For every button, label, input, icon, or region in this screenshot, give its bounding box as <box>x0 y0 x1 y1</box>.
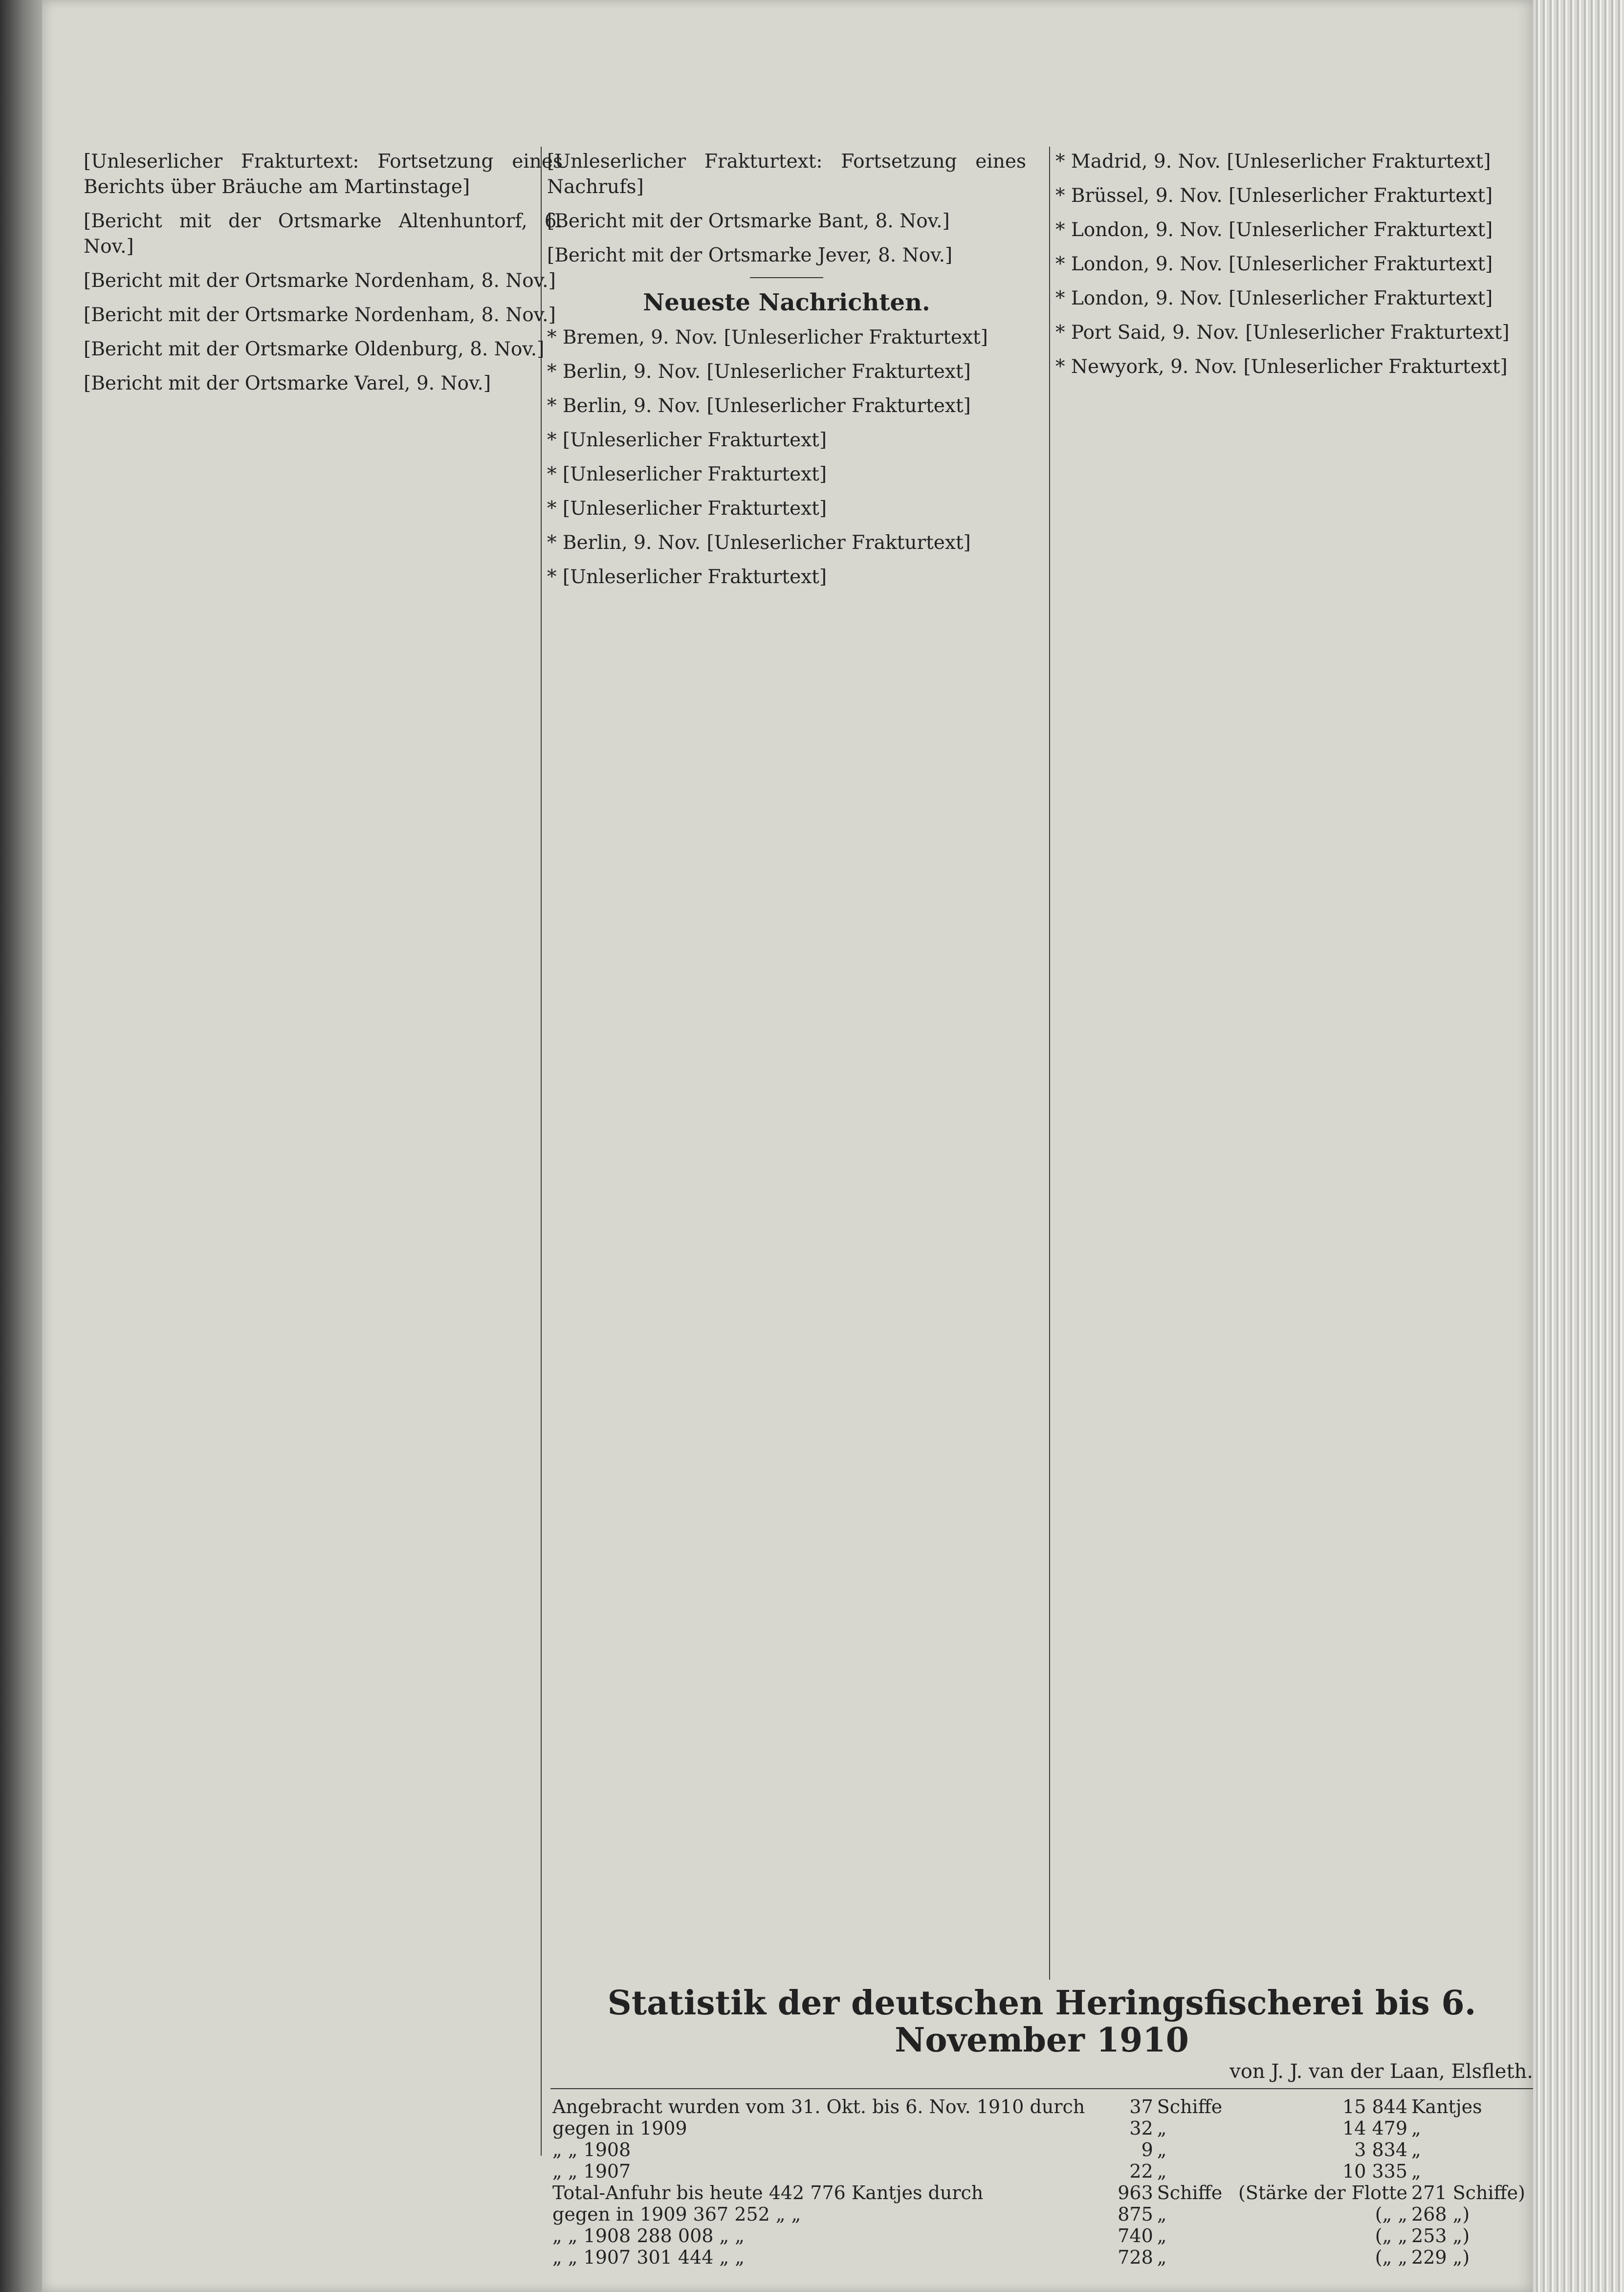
statistics-row <box>550 2096 1533 2117</box>
statistics-cell: 740 <box>1118 2225 1153 2247</box>
statistics-cell: „ <box>1157 2204 1167 2225</box>
statistics-cell: 253 „) <box>1411 2225 1470 2247</box>
news-item: * Newyork, 9. Nov. [Unleserlicher Frakturtext] <box>1055 356 1508 378</box>
statistics-cell: „ <box>1411 2161 1421 2182</box>
article-paragraph: [Bericht mit der Ortsmarke Altenhuntorf, 6. Nov.] <box>84 210 563 258</box>
news-item: * Brüssel, 9. Nov. [Unleserlicher Frakturtext] <box>1055 185 1493 207</box>
statistics-title: Statistik der deutschen Heringsfischerei bis 6. November 1910 <box>607 1984 1476 2060</box>
news-item: * Madrid, 9. Nov. [Unleserlicher Frakturtext] <box>1055 151 1491 173</box>
statistics-cell: 37 <box>1129 2096 1153 2117</box>
news-item: * London, 9. Nov. [Unleserlicher Frakturtext] <box>1055 287 1493 309</box>
statistics-cell: („ „ <box>1375 2225 1408 2247</box>
statistics-cell: (Stärke der Flotte <box>1238 2182 1408 2204</box>
article-paragraph: [Unleserlicher Frakturtext: Fortsetzung eines Nachrufs] <box>547 151 1026 198</box>
section-separator <box>750 277 823 278</box>
statistics-cell: 10 335 <box>1342 2161 1408 2182</box>
statistics-cell: Angebracht wurden vom 31. Okt. bis 6. Nov. 1910 durch <box>552 2096 1085 2117</box>
statistics-row <box>550 2247 1533 2268</box>
article-paragraph: [Bericht mit der Ortsmarke Bant, 8. Nov.] <box>547 210 950 232</box>
newspaper-page <box>42 0 1533 2292</box>
statistics-table <box>550 2096 1533 2268</box>
statistics-cell: „ „ 1908 288 008 „ „ <box>552 2225 745 2247</box>
news-item: * Berlin, 9. Nov. [Unleserlicher Frakturtext] <box>547 532 971 554</box>
statistics-row <box>550 2225 1533 2247</box>
column-3 <box>1055 149 1535 2068</box>
statistics-cell: „ <box>1157 2225 1167 2247</box>
news-item: * [Unleserlicher Frakturtext] <box>547 429 827 451</box>
adjacent-page-strip <box>0 0 42 2292</box>
column-rule-2 <box>1049 147 1050 1980</box>
statistics-cell: „ <box>1157 2161 1167 2182</box>
statistics-cell: 14 479 <box>1342 2117 1408 2139</box>
article-paragraph: [Bericht mit der Ortsmarke Oldenburg, 8. Nov.] <box>84 338 545 360</box>
news-item: * [Unleserlicher Frakturtext] <box>547 463 827 485</box>
article-paragraph: [Bericht mit der Ortsmarke Nordenham, 8. Nov.] <box>84 270 556 292</box>
news-item: * Port Said, 9. Nov. [Unleserlicher Frakturtext] <box>1055 322 1510 344</box>
statistics-subtitle: von J. J. van der Laan, Elsfleth. <box>1229 2060 1533 2083</box>
statistics-cell: Schiffe <box>1157 2182 1223 2204</box>
section-headline: Neueste Nachrichten. <box>643 289 930 316</box>
statistics-row <box>550 2139 1533 2161</box>
statistics-row <box>550 2117 1533 2139</box>
statistics-cell: 963 <box>1118 2182 1153 2204</box>
news-item: * [Unleserlicher Frakturtext] <box>547 498 827 520</box>
statistics-cell: 728 <box>1118 2247 1153 2268</box>
statistics-cell: Kantjes <box>1411 2096 1482 2117</box>
statistics-cell: „ <box>1157 2117 1167 2139</box>
statistics-cell: „ <box>1157 2247 1167 2268</box>
statistics-cell: 9 <box>1141 2139 1153 2161</box>
statistics-cell: 22 <box>1129 2161 1153 2182</box>
news-item: * [Unleserlicher Frakturtext] <box>547 566 827 588</box>
book-page-edges <box>1533 0 1624 2292</box>
statistics-cell: Total-Anfuhr bis heute 442 776 Kantjes durch <box>552 2182 984 2204</box>
statistics-row <box>550 2161 1533 2182</box>
statistics-cell: „ „ 1907 <box>552 2161 631 2182</box>
statistics-cell: gegen in 1909 <box>552 2117 687 2139</box>
news-item: * Berlin, 9. Nov. [Unleserlicher Frakturtext] <box>547 361 971 383</box>
news-item: * London, 9. Nov. [Unleserlicher Frakturtext] <box>1055 219 1493 241</box>
statistics-cell: „ „ 1908 <box>552 2139 631 2161</box>
statistics-cell: gegen in 1909 367 252 „ „ <box>552 2204 801 2225</box>
statistics-cell: („ „ <box>1375 2247 1408 2268</box>
statistics-cell: „ „ 1907 301 444 „ „ <box>552 2247 745 2268</box>
statistics-cell: „ <box>1411 2117 1421 2139</box>
news-item: * Bremen, 9. Nov. [Unleserlicher Frakturtext] <box>547 327 988 349</box>
article-paragraph: [Bericht mit der Ortsmarke Jever, 8. Nov.] <box>547 244 953 266</box>
article-paragraph: [Unleserlicher Frakturtext: Fortsetzung eines Berichts über Bräuche am Martinstage] <box>84 151 563 198</box>
statistics-cell: Schiffe <box>1157 2096 1223 2117</box>
statistics-rule <box>550 2088 1533 2089</box>
statistics-cell: 268 „) <box>1411 2204 1470 2225</box>
column-2 <box>547 149 1026 2068</box>
statistics-row <box>550 2182 1533 2204</box>
news-item: * Berlin, 9. Nov. [Unleserlicher Frakturtext] <box>547 395 971 417</box>
article-paragraph: [Bericht mit der Ortsmarke Nordenham, 8. Nov.] <box>84 304 556 326</box>
statistics-cell: 32 <box>1129 2117 1153 2139</box>
statistics-cell: „ <box>1411 2139 1421 2161</box>
statistics-row <box>550 2204 1533 2225</box>
statistics-cell: „ <box>1157 2139 1167 2161</box>
statistics-cell: 271 Schiffe) <box>1411 2182 1525 2204</box>
statistics-cell: („ „ <box>1375 2204 1408 2225</box>
news-item: * London, 9. Nov. [Unleserlicher Frakturtext] <box>1055 253 1493 275</box>
column-1 <box>84 149 563 2068</box>
article-paragraph: [Bericht mit der Ortsmarke Varel, 9. Nov.] <box>84 372 491 394</box>
statistics-cell: 875 <box>1118 2204 1153 2225</box>
statistics-cell: 3 834 <box>1354 2139 1408 2161</box>
statistics-cell: 229 „) <box>1411 2247 1470 2268</box>
statistics-cell: 15 844 <box>1342 2096 1408 2117</box>
herring-statistics-box <box>550 1984 1533 2268</box>
